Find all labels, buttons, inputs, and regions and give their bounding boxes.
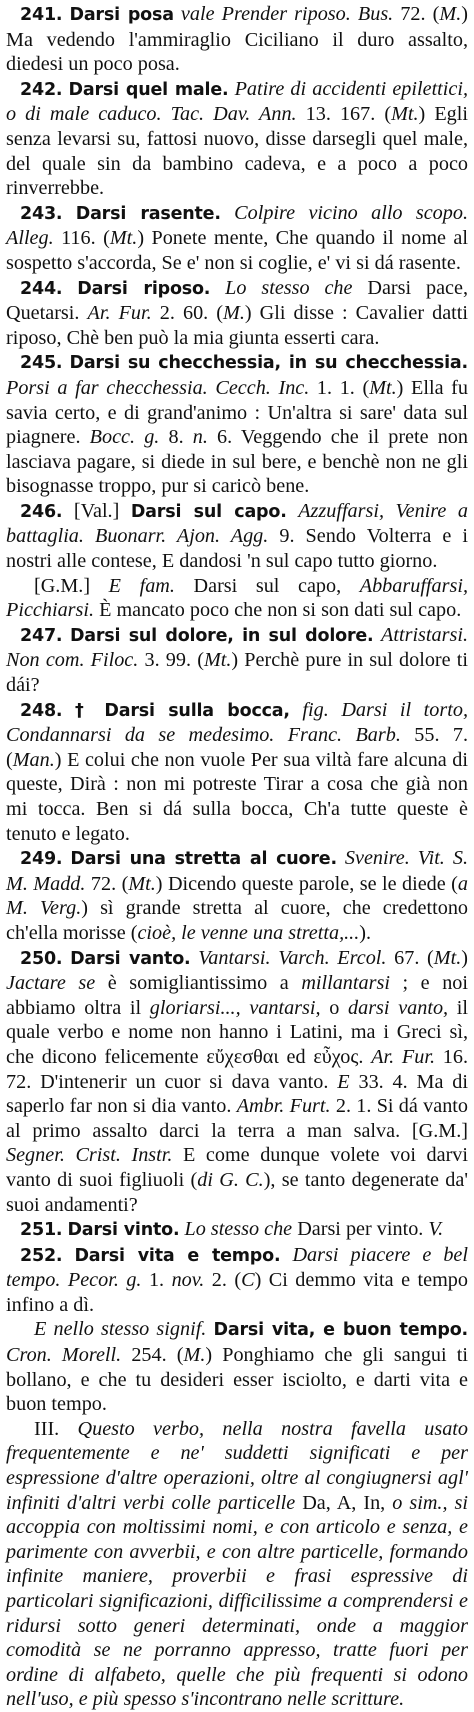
entry-headword: Darsi rasente. <box>75 203 221 224</box>
body-text: 13. 167. ( <box>296 103 392 126</box>
entry-number: 246. <box>20 501 63 522</box>
body-text <box>210 277 225 299</box>
entry-number: 250. <box>20 948 63 969</box>
dictionary-entry <box>6 623 474 698</box>
entry-source-tag: [Val.] <box>62 499 131 522</box>
body-text <box>468 351 473 373</box>
body-text: è somigliantissimo a <box>95 972 302 995</box>
italic-text: vale Prender riposo. Bus. <box>180 3 394 25</box>
sub-paragraph <box>6 1417 474 1712</box>
italic-text: Darsi piacere e bel tempo. Pecor. g. <box>6 1243 474 1292</box>
italic-text: o sim., si accoppia con moltissimi nomi, e con articolo e senza, e parimente con avverbii, e con altre particelle, formando infinite maniere, proverbii e frasi espressive di particolari significazioni, difficilissime a comprendersi e ridursi sotto generi determinati, onde a maggior comodità se ne porranno appresso, tratte fuori per ordine di alfabeto, quelle che più frequenti si odono nell'uso, e più spesso s'incontrano nelle scritture. <box>6 1491 474 1711</box>
italic-text: Svenire. Vit. S. M. Madd. <box>6 847 474 895</box>
body-text: 3. 99. ( <box>138 649 204 672</box>
italic-text: cioè, le venne una stretta,... <box>137 921 360 944</box>
italic-text: fig. Darsi il torto, Condannarsi da se medesimo. Franc. Barb. <box>6 698 474 747</box>
dictionary-entry <box>6 350 474 499</box>
italic-text: Mt. <box>109 227 138 250</box>
body-text: 2. 1. Si dá vanto al primo assalto darci la terra a man salva. [G.M.] <box>6 1095 474 1142</box>
italic-text: a M. Verg. <box>6 872 474 920</box>
italic-text: Bocc. g. <box>89 426 160 449</box>
italic-text: Mt. <box>433 946 462 969</box>
entry-headword: † Darsi sulla bocca, <box>74 700 290 721</box>
body-text: ) Ma vedendo l'ammiraglio Ciciliano il duro assalto, diedesi un poco posa. <box>6 3 474 76</box>
italic-text: E fam. <box>108 574 175 597</box>
entry-number: 245. <box>20 353 63 374</box>
entry-headword: Darsi quel male. <box>68 79 229 100</box>
italic-text: Patire di accidenti epilettici, o di male caduco. Tac. Dav. Ann. <box>6 77 474 126</box>
italic-text: Mt. <box>369 376 397 399</box>
body-text <box>468 1318 473 1340</box>
body-text: ). <box>359 921 372 944</box>
body-text <box>280 1244 292 1266</box>
sub-paragraph <box>6 574 474 623</box>
entry-headword: Darsi una stretta al cuore. <box>70 849 337 870</box>
body-text: ), se tanto degenerate da' suoi andamenti? <box>6 1168 474 1216</box>
entry-number: 251. <box>20 1220 63 1241</box>
body-text: 254. ( <box>121 1344 184 1367</box>
entry-number: 242. <box>20 79 63 100</box>
dictionary-entry <box>6 499 474 574</box>
body-text <box>287 500 299 522</box>
body-text: 55. 7. ( <box>6 724 474 771</box>
sub-paragraph <box>6 1317 474 1416</box>
body-text: 6. Veggendo che il prete non lasciava pagare, si diede in sul bere, e benchè non ne gli bisognasse troppo, pur si caricò bene. <box>6 426 474 498</box>
italic-text: Attristarsi. Non com. Filoc. <box>6 623 474 672</box>
italic-text: Man. <box>12 748 55 771</box>
italic-text: Ambr. Furt. <box>236 1095 331 1118</box>
body-text: Darsi per vinto. <box>292 1218 429 1241</box>
italic-text: n. <box>192 426 208 449</box>
italic-text: E <box>337 1070 350 1093</box>
body-text: 1. 1. ( <box>309 376 370 399</box>
italic-text: M. <box>223 302 245 325</box>
entry-number: 244. <box>20 278 63 299</box>
body-text <box>337 847 345 869</box>
body-text: 33. 4. Ma di saperlo far non si dia vanto. <box>6 1070 474 1118</box>
body-text: 2. 60. ( <box>151 302 224 325</box>
entry-headword: Darsi riposo. <box>77 278 211 299</box>
body-text: ) sì grande stretta al cuore, che credettono ch'ella morisse ( <box>6 897 474 944</box>
entry-headword: Darsi vita e tempo. <box>74 1245 281 1266</box>
italic-text: Mt. <box>391 103 419 126</box>
dictionary-entry <box>6 276 474 351</box>
body-text: ) Dicendo queste parole, se le diede ( <box>155 872 458 895</box>
italic-text: Lo stesso che <box>184 1218 293 1241</box>
entry-number: 247. <box>20 625 63 646</box>
italic-text: Jactare se <box>6 972 96 995</box>
italic-text: gloriarsi..., vantarsi, <box>149 996 321 1019</box>
body-text: ) Ponghiamo che gli sangui ti bollano, e che tu desideri esser isciolto, e darti vita e buon tempo. <box>6 1344 474 1416</box>
dictionary-entry <box>6 2 474 77</box>
italic-text: millantarsi <box>301 972 390 995</box>
italic-text: Colpire vicino allo scopo. Alleg. <box>6 201 473 250</box>
body-text: 67. ( <box>386 946 434 969</box>
entry-headword: Darsi sul capo. <box>130 501 287 522</box>
italic-text: darsi vanto, <box>348 996 449 1019</box>
entry-number: 249. <box>20 849 63 870</box>
dictionary-entry <box>6 1243 474 1318</box>
entry-number: 241. <box>20 5 63 25</box>
entry-headword: Darsi sul dolore, in sul dolore. <box>69 625 374 646</box>
body-text: ) Gli disse : Cavalier datti riposo, Chè ben può la mia giunta esserti cara. <box>6 302 474 349</box>
body-text: ; e noi abbiamo oltra il <box>6 972 474 1019</box>
dictionary-entry <box>6 698 474 847</box>
body-text: Darsi pace, Quetarsi. <box>6 276 474 325</box>
italic-text: Lo stesso che <box>225 276 353 299</box>
body-text: 1. <box>141 1269 172 1292</box>
body-text: ) Perchè pure in sul dolore ti dái? <box>6 649 474 697</box>
entry-headword: Darsi vanto. <box>70 948 191 969</box>
entry-number: 243. <box>20 203 63 224</box>
body-text: 8. <box>159 426 193 449</box>
entry-headword: Darsi posa <box>69 5 174 25</box>
dictionary-entry <box>6 77 474 201</box>
italic-text: C <box>241 1269 255 1292</box>
body-text: ) E colui che non vuole Per sua viltà fare alcuna di queste, Dirà : non mi potreste Tirar a cosa che già non mi tocca. Ben si dá sulla bocca, Ch'a tutte queste è tenuto e legato. <box>6 748 474 845</box>
body-text: o <box>320 996 349 1019</box>
body-text <box>221 202 234 224</box>
body-text: il quale verbo e nome non hanno i Latini, ma i Greci sì, che dicono felicemente εὔχεσθαι ed εὖχος. <box>6 996 474 1068</box>
body-text: 72. ( <box>393 3 440 25</box>
entry-number: 248. <box>20 700 63 721</box>
italic-text: Cron. Morell. <box>6 1344 122 1367</box>
body-text: 9. Sendo Volterra e i nostri alle contese, E dandosi 'n sul capo tutto giorno. <box>6 525 474 573</box>
body-text: 72. ( <box>85 872 129 895</box>
body-text: 2. ( <box>204 1269 242 1292</box>
entry-headword: Darsi su checchessia, in su checchessia. <box>69 353 468 374</box>
body-text: [G.M.] <box>34 574 109 597</box>
body-text <box>174 3 181 25</box>
body-text: Da, A, In, <box>295 1491 393 1514</box>
dictionary-entry <box>6 1217 468 1243</box>
dictionary-entry <box>6 201 474 276</box>
italic-text: Segner. Crist. Instr. <box>6 1144 173 1167</box>
italic-text: Azzuffarsi, Venire a battaglia. Buonarr. Ajon. Agg. <box>6 499 474 548</box>
inline-headword: Darsi vita, e buon tempo. <box>213 1320 468 1341</box>
body-text: È mancato poco che non si son dati sul capo. <box>94 599 462 622</box>
italic-text: E nello stesso signif. <box>34 1318 207 1341</box>
body-text: ) <box>461 946 474 969</box>
body-text: E come dunque volete voi darvi vanto di suoi figliuoli ( <box>6 1144 474 1191</box>
entry-headword: Darsi vinto. <box>67 1220 180 1241</box>
body-text: Darsi sul capo, <box>174 574 360 597</box>
italic-text: nov. <box>171 1269 205 1292</box>
body-text <box>290 699 303 721</box>
body-text: 116. ( <box>53 227 110 250</box>
italic-text: Ar. Fur. <box>371 1045 436 1068</box>
body-text: III. <box>34 1417 78 1440</box>
italic-text: Ar. Fur. <box>87 302 152 325</box>
body-text: ) Ella fu savia certo, e di grand'animo : Un'altra si sare' data sul piagnere. <box>6 376 474 449</box>
italic-text: Porsi a far checchessia. Cecch. Inc. <box>6 376 310 399</box>
body-text <box>374 624 382 646</box>
italic-text: Mt. <box>128 872 156 895</box>
italic-text: di G. C. <box>197 1168 264 1191</box>
body-text: 16. 72. D'intenerir un cuor si dava vanto. <box>6 1045 474 1093</box>
italic-text: Mt. <box>203 649 232 672</box>
entry-number: 252. <box>20 1245 63 1266</box>
italic-text: Vantarsi. Varch. Ercol. <box>198 946 387 969</box>
body-text <box>206 1318 213 1340</box>
italic-text: M. <box>439 3 462 25</box>
body-text: ) Egli senza levarsi su, fattosi nuovo, disse darsegli quel male, del quale sin da bambino cadeva, e a poco a poco rinverrebbe. <box>6 103 474 200</box>
italic-text: V. <box>428 1218 444 1241</box>
dictionary-entry <box>6 946 474 1218</box>
italic-text: Questo verbo, nella nostra favella usato frequentemente e ne' suddetti significati e per espressione d'altre operazioni, oltre al congiugnersi agl' infiniti d'altri verbi colle particelle <box>6 1417 474 1514</box>
italic-text: M. <box>183 1344 206 1367</box>
dictionary-entry <box>6 846 474 945</box>
body-text: ) Ci demmo vita e tempo infino a dì. <box>6 1269 474 1316</box>
body-text: ) Ponete mente, Che quando il nome al sospetto s'accorda, Se e' non si coglie, e' vi si dá rasente. <box>6 227 474 274</box>
italic-text: Abbaruffarsi, Picchiarsi. <box>6 574 474 622</box>
